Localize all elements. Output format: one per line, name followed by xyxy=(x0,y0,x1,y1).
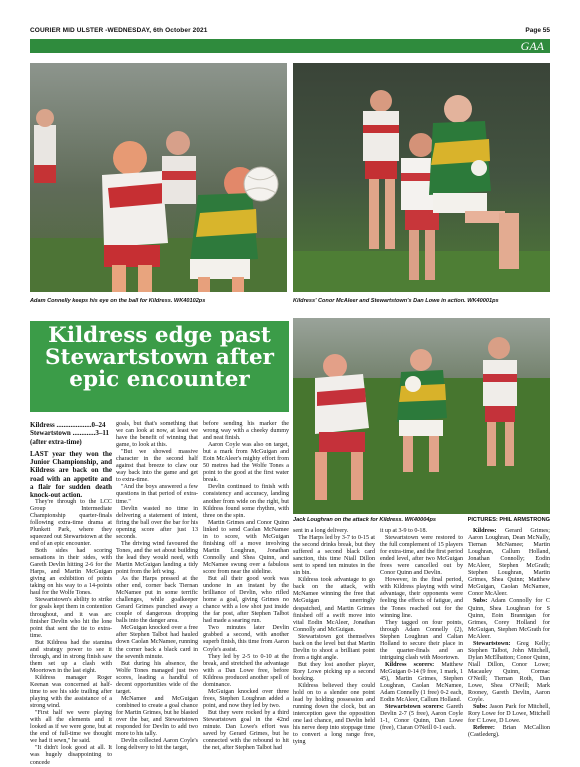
paragraph: They tagged on four points, through Adam Connelly (2), Stephen Loughran and Caltan Holland to secure their place in the quarter-finals and an intriguing clash with Moortown. xyxy=(380,619,463,661)
section-bar xyxy=(30,39,550,53)
subs-label: Subs: xyxy=(473,598,488,605)
paragraph: The Harps led by 3-7 to 0-15 at the second drinks break, but they suffered a second black card sanction, this time Niall Dillon sent to spend ten minutes in the sin bin. xyxy=(293,535,375,577)
caption-top-left: Adam Connelly keeps his eye on the ball for Kildress. WK40102ps xyxy=(30,298,206,304)
paragraph: Kildress manager Roger Keenan was concerned at half-time to see his side trailing after playing with the assistance of a strong wind. xyxy=(30,674,112,710)
paragraph: They're through to the LCC Group Intermediate Championship quarter-finals following extra-time drama at Plunkett Park, where they squeezed out Stewartstown at the end of an epic encounter. xyxy=(30,498,112,548)
subs-kildress xyxy=(468,598,550,640)
paragraph: But they lost another player, Rory Lowe picking up a second booking. xyxy=(293,661,375,682)
score-kildress: Kildress ....................0–24 xyxy=(30,421,106,429)
masthead: COURIER MID ULSTER -WEDNESDAY, 6th October 2021 xyxy=(30,27,208,34)
score-stewartstown: Stewartstown .............3–11 xyxy=(30,429,109,438)
paragraph: Two minutes later Devlin grabbed a second, with another superb finish, this time from Aaron Coyle's assist. xyxy=(203,625,289,653)
scorers-text: Matthew McGuigan 0-14 (9 free, 1 mark, 1 45), Martin Grimes, Stephen Loughran, Caolan McNamee, Adam Connelly (1 free) 0-2 each, Eodin McAleer, Callum Holland. xyxy=(380,661,464,704)
paragraph: McGuigan knocked over a free after Stephen Talbot had hauled down Caolan McNamee, running the corner back a black card in the seventh minute. xyxy=(116,625,198,660)
referee xyxy=(468,725,550,739)
article-column-2 xyxy=(116,421,198,752)
paragraph: Kildress believed they could hold on to a slender one point lead by holding possession and running down the clock, but an interception gave the opposition one last chance, and Devlin held his nerve deep into stoppage time to convert a long range free, tying xyxy=(293,683,375,746)
photo-adam-connelly xyxy=(30,63,287,292)
paragraph: Both sides had scoring sensations in their sides, with Gareth Devlin hitting 2-6 for the Harps, and Martin McGuigan giving an exhibition of points taking on his way to a 14-points haul for the Wolfe Tones. xyxy=(30,548,112,597)
photo-image xyxy=(293,318,550,514)
paragraph: Stewartstown's ability to strike for goals kept them in contention throughout, and it was arc finisher Devlin who hit the lone point that sent the tie to extra-time. xyxy=(30,597,112,639)
paragraph: They led by 2-5 to 0-10 at the break, and stretched the advantage with a Dan Lowe free, before Kildress produced another spell of dominance. xyxy=(203,653,289,688)
team-kildress xyxy=(468,528,550,598)
paragraph: Martin Grimes and Conor Quinn linked to send Caolan McNamee in to score, with McGuigan finishing off a move involving Martin Loughran, Jonathan Connolly and Shea Quinn, and McNamee swung over a fabulous score from near the sideline. xyxy=(203,519,289,575)
paragraph: "It didn't look good at all. It was hugely disappointing to concede xyxy=(30,745,112,766)
paragraph: Aaron Coyle was also on target, but a mark from McGuigan and Eoin McAleer's mighty effort from 50 metres had the Wolfe Tones a point to the good at the first water break. xyxy=(203,442,289,484)
team-text: Greg Kelly; Stephen Talbot, John Mitchell, Dylan McElhatton; Conor Quinn, Niall Dillon, Conor Lowe; Macauley Quinn, Cormac O'Neill; Tiernan Roth, Dan Lowe, Shea O'Neill; Mark Rooney, Gareth Devlin, Aaron Coyle. xyxy=(468,640,550,704)
paragraph: However, in the final period, with Kildress playing with wind advantage, their opponents were feeling the effects of fatigue, and the Tones reached out for the winning line. xyxy=(380,577,463,619)
photo-jack-loughran xyxy=(293,318,550,514)
page-number: Page 55 xyxy=(525,27,550,34)
caption-bottom-right: Jack Loughran on the attack for Kildress. WK40004ps xyxy=(293,517,436,523)
paragraph: "But we showed massive character in the second half against that breeze to claw our way back into the game and get to extra-time. xyxy=(116,449,198,484)
paragraph: The driving wind favoured the Tones, and the set about building the lead they would need, with Martin McGuigan landing a tidy point from the left wing. xyxy=(116,540,198,575)
paragraph: But they were rocked by a third Stewartstown goal in the 42nd minute. Dan Lowe's effort was saved by Gerard Grimes, but he connected with the rebound to hit the net, after Stephen Talbot had xyxy=(203,709,289,752)
subs-stewartstown xyxy=(468,704,550,725)
article-column-6 xyxy=(468,528,550,739)
masthead-bar xyxy=(30,27,550,37)
photo-image xyxy=(30,63,287,292)
article-lead: LAST year they won the Junior Championship, and Kildress are back on the road with an appetite and a flair for sudden death knock-out action. xyxy=(30,450,112,499)
paragraph: Devlin collected Aaron Coyle's long delivery to hit the target, xyxy=(116,738,198,752)
scorers-label: Kildress scorers: xyxy=(385,661,435,668)
headline-box xyxy=(30,321,289,412)
article-column-3 xyxy=(203,421,289,752)
scorers-label: Stewartstown scorers: xyxy=(385,704,444,711)
section-label: GAA xyxy=(520,39,544,53)
paragraph: Devlin wasted no time in delivering a statement of intent, firing the ball over the bar for his opening score after just 13 seconds. xyxy=(116,505,198,540)
subs-text: Jason Park for Mitchell, Rory Lowe for D Lowe, Mitchell for C Lowe, D Lowe. xyxy=(468,704,550,725)
paragraph: goals, but that's something that we can look at now, at least we have the benefit of winning that game, to look at this. xyxy=(116,421,198,449)
referee-label: Referee: xyxy=(473,725,495,732)
team-text: Gerard Grimes; Aaron Loughran, Dean McNally, Tiernan McNamee; Martin Loughran, Callum Holland, Jonathan Connolly; Eodin McAleer, Stephen McGrath; Stephen Loughran, Martin Grimes, Shea Quinn; Matthew McGuigan, Caolan McNamee, Conor McAleer. xyxy=(468,528,550,598)
team-label: Stewartstown: xyxy=(473,640,511,647)
subs-text: Adam Connolly for C Quinn, Shea Loughran for S Quinn, Eoin Brannigan for Grimes, Corey Holland for McGuigan, Stephen McGrath for McAleer. xyxy=(468,598,550,640)
paragraph: sent in a long delivery. xyxy=(293,528,349,534)
paragraph: But during his absence, the Wolfe Tones managed just two scores, leading a handful of decent opportunities wide of the target. xyxy=(116,660,198,695)
paragraph: Stewartstown got themselves back on the level but that Martin Devlin to shoot a brilliant point from a tight angle. xyxy=(293,633,375,661)
paragraph: McNamee and McGuigan combined to create a goal chance for Martin Grimes, but he blasted over the bar, and Stewartstown responded for Devlin to add two more to his tally. xyxy=(116,695,198,738)
paragraph: before sending his marker the wrong way with a cheeky dummy and neat finish. xyxy=(203,421,289,442)
scorers-kildress xyxy=(380,662,463,704)
paragraph: Kildress took advantage to go back on the attack, with McNamee winning the free that McGuigan unerringly despatched, and Martin Grimes finished off a swift move into vital Eodin McAleer, Jonathan Connolly and McGuigan. xyxy=(293,577,375,633)
headline: Kildress edge past Stewartstown after epic encounter xyxy=(45,323,274,392)
subs-label: Subs: xyxy=(473,704,488,711)
referee-text: Brian McCallion (Castlederg). xyxy=(468,725,550,739)
score-note: (after extra-time) xyxy=(30,437,82,446)
paragraph: But all their good work was undone in an instant by the brilliance of Devlin, who rifled home a goal, giving Grimes no chance with a low shot just inside the far post, after Stephen Talbot had made a searing run. xyxy=(203,576,289,625)
article-column-5 xyxy=(380,528,463,731)
photo-conor-mcaleer xyxy=(293,63,550,292)
team-stewartstown xyxy=(468,641,550,704)
paragraph: Devlin continued to finish with consistency and accuracy, landing another from wide on the right, but Kildress found some rhythm, with three on the spin. xyxy=(203,484,289,519)
article-column-1 xyxy=(30,421,112,766)
caption-top-right: Kildress' Conor McAleer and Stewartstown's Dan Lowe in action. WK40001ps xyxy=(293,298,499,304)
paragraph: McGuigan knocked over three frees, Stephen Loughran added a point, and now they led by two. xyxy=(203,688,289,709)
paragraph: Stewartstown were restored to the full complement of 15 players for extra-time, and the first period ended level, after two McGuigan frees were cancelled out by Conor Quinn and Devlin. xyxy=(380,535,463,577)
paragraph: But Kildress had the stamina and strategy power to see it through, and in strong finish saw them set up a clash with Moortown in the last eight. xyxy=(30,639,112,674)
paragraph: "First half we were playing with all the elements and it looked as if we were gone, but at the end of full-time we thought we had it sewn," he said. xyxy=(30,710,112,745)
paragraph: it up at 3-9 to 0-18. xyxy=(380,528,428,534)
paragraph: "And the boys answered a few questions in that period of extra-time." xyxy=(116,484,198,505)
scorers-stewartstown xyxy=(380,704,463,732)
scorers-text: Gareth Devlin 2-7 (5 free), Aaron Coyle 1-1, Conor Quinn, Dan Lowe (free), Ciaran O'Neill 0-1 each. xyxy=(380,704,464,732)
article-column-4 xyxy=(293,528,375,746)
photo-credit: PICTURES: PHIL ARMSTRONG xyxy=(467,517,550,523)
team-label: Kildress: xyxy=(473,528,497,534)
photo-image xyxy=(293,63,550,292)
paragraph: As the Harps pressed at the other end, corner back Tiernan McNamee put in some terrific challenges, while goalkeeper Gerard Grimes punched away a couple of dangerous dropping balls into the danger area. xyxy=(116,576,198,625)
